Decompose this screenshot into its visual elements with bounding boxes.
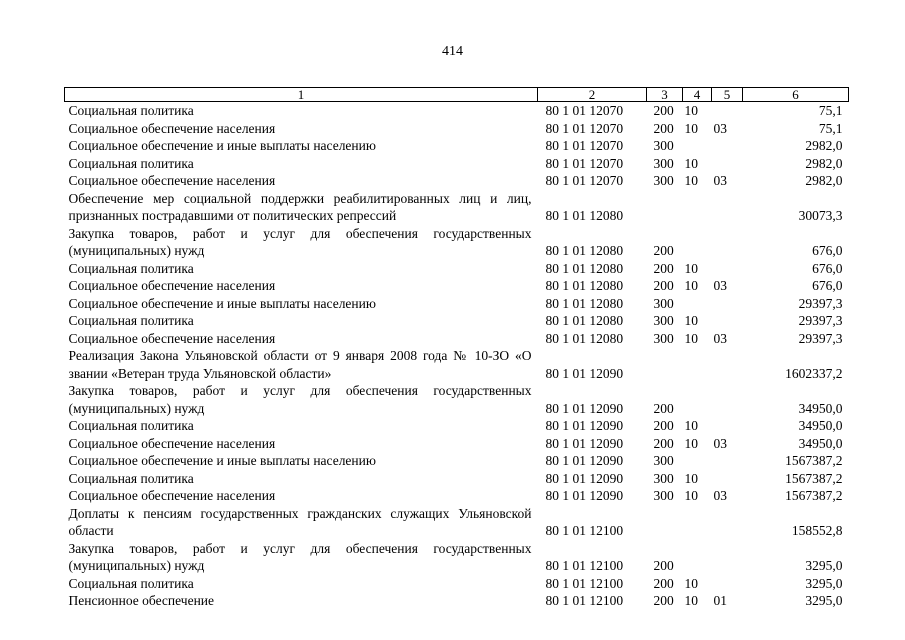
row-col-4: 10 [684, 278, 698, 293]
row-name: Доплаты к пенсиям государственных гражданских служащих Ульяновской области [68, 505, 532, 538]
table-row [65, 155, 849, 173]
table-row [65, 330, 849, 348]
row-col-3: 300 [653, 313, 674, 328]
row-code: 80 1 01 12090 [545, 470, 624, 486]
table-body [65, 102, 849, 610]
row-name: Социальное обеспечение населения [68, 435, 276, 451]
row-col-5 [712, 312, 743, 330]
row-col-4: 10 [684, 330, 698, 346]
row-col-4: 10 [684, 418, 698, 433]
row-code: 80 1 01 12100 [545, 575, 624, 591]
row-col-5 [712, 225, 743, 260]
row-amount: 2982,0 [805, 138, 843, 153]
row-col-5 [712, 102, 743, 120]
row-col-3: 200 [653, 120, 674, 136]
row-amount: 1567387,2 [785, 453, 843, 468]
row-amount: 676,0 [812, 278, 843, 293]
row-code: 80 1 01 12070 [545, 138, 624, 153]
row-col-4 [683, 137, 712, 155]
row-col-4 [683, 452, 712, 470]
table-row [65, 120, 849, 138]
row-col-5 [712, 382, 743, 417]
row-code: 80 1 01 12070 [545, 155, 624, 171]
row-amount: 1567387,2 [785, 470, 843, 486]
row-code: 80 1 01 12080 [545, 260, 624, 276]
table-row [65, 225, 849, 260]
table-row [65, 137, 849, 155]
row-name: Социальная политика [68, 313, 194, 328]
row-amount: 34950,0 [798, 418, 843, 433]
row-amount: 2982,0 [805, 155, 843, 171]
row-name: Социальное обеспечение и иные выплаты населению [68, 295, 376, 311]
row-col-5: 03 [713, 120, 727, 136]
row-amount: 34950,0 [798, 435, 843, 451]
row-name: Социальное обеспечение населения [68, 278, 276, 293]
row-name: Социальная политика [68, 260, 194, 276]
row-col-3: 200 [653, 435, 674, 451]
table-row [65, 102, 849, 120]
table-row [65, 382, 849, 417]
row-col-3: 200 [653, 418, 674, 433]
header-col-2: 2 [538, 88, 647, 102]
row-name: Социальное обеспечение и иные выплаты населению [68, 138, 376, 153]
row-code: 80 1 01 12090 [545, 453, 624, 468]
row-code: 80 1 01 12080 [545, 243, 624, 258]
row-code: 80 1 01 12080 [545, 208, 624, 223]
table-row [65, 540, 849, 575]
row-col-3: 200 [653, 400, 674, 416]
row-amount: 3295,0 [805, 575, 843, 591]
row-col-4 [683, 505, 712, 540]
row-col-4 [683, 295, 712, 313]
table-row [65, 417, 849, 435]
table-row [65, 575, 849, 593]
row-code: 80 1 01 12090 [545, 365, 624, 381]
row-col-3: 200 [653, 260, 674, 276]
row-code: 80 1 01 12100 [545, 558, 624, 573]
row-code: 80 1 01 12080 [545, 330, 624, 346]
row-col-5 [712, 540, 743, 575]
row-col-3: 300 [653, 155, 674, 171]
row-code: 80 1 01 12090 [545, 400, 624, 416]
row-name: Социальное обеспечение населения [68, 173, 276, 188]
row-col-4 [683, 382, 712, 417]
header-col-4: 4 [683, 88, 712, 102]
row-amount: 75,1 [818, 120, 843, 136]
row-col-5: 01 [713, 593, 727, 608]
row-col-5: 03 [713, 330, 727, 346]
row-col-5 [712, 417, 743, 435]
row-col-4: 10 [684, 593, 698, 608]
row-code: 80 1 01 12090 [545, 488, 624, 503]
table-row [65, 452, 849, 470]
row-code: 80 1 01 12070 [545, 103, 624, 118]
row-amount: 676,0 [812, 260, 843, 276]
row-code: 80 1 01 12080 [545, 278, 624, 293]
row-name: Социальное обеспечение населения [68, 330, 276, 346]
row-code: 80 1 01 12100 [545, 523, 624, 538]
row-col-5 [712, 452, 743, 470]
budget-table [64, 87, 849, 610]
row-col-4: 10 [684, 435, 698, 451]
row-code: 80 1 01 12090 [545, 435, 624, 451]
row-amount: 29397,3 [798, 295, 843, 311]
header-col-5: 5 [712, 88, 743, 102]
row-col-5 [712, 260, 743, 278]
table-row [65, 277, 849, 295]
row-amount: 29397,3 [798, 330, 843, 346]
table-row [65, 190, 849, 225]
row-col-5 [712, 470, 743, 488]
row-name: Социальная политика [68, 418, 194, 433]
row-code: 80 1 01 12070 [545, 120, 624, 136]
row-col-5: 03 [713, 488, 727, 503]
row-col-5 [712, 295, 743, 313]
row-name: Пенсионное обеспечение [68, 593, 215, 608]
row-name: Закупка товаров, работ и услуг для обеспечения государственных (муниципальных) нужд [68, 540, 532, 573]
row-col-4: 10 [684, 313, 698, 328]
header-col-6: 6 [743, 88, 849, 102]
table-header [65, 88, 849, 102]
table-row [65, 295, 849, 313]
row-col-5 [712, 347, 743, 382]
row-name: Закупка товаров, работ и услуг для обеспечения государственных (муниципальных) нужд [68, 225, 532, 258]
row-col-4 [683, 225, 712, 260]
row-col-3: 200 [653, 243, 674, 258]
row-amount: 3295,0 [805, 558, 843, 573]
row-code: 80 1 01 12090 [545, 418, 624, 433]
row-name: Социальное обеспечение населения [68, 488, 276, 503]
row-col-4: 10 [684, 103, 698, 118]
row-name: Социальная политика [68, 103, 194, 118]
row-col-5 [712, 575, 743, 593]
table-row [65, 470, 849, 488]
row-amount: 3295,0 [805, 593, 843, 608]
table-row [65, 592, 849, 610]
row-col-3 [647, 347, 683, 382]
row-code: 80 1 01 12070 [545, 173, 624, 188]
row-col-3: 300 [653, 173, 674, 188]
row-col-3: 300 [653, 295, 674, 311]
row-amount: 1602337,2 [785, 365, 843, 381]
row-col-4: 10 [684, 488, 698, 503]
row-col-3: 200 [653, 103, 674, 118]
row-col-5: 03 [713, 435, 727, 451]
row-col-3: 200 [653, 593, 674, 608]
row-col-5 [712, 137, 743, 155]
header-col-1: 1 [65, 88, 538, 102]
row-col-4 [683, 540, 712, 575]
page-number: 414 [442, 44, 463, 59]
row-amount: 34950,0 [798, 400, 843, 416]
row-name: Социальная политика [68, 155, 194, 171]
table-row [65, 435, 849, 453]
row-col-3: 200 [653, 575, 674, 591]
row-name: Социальная политика [68, 470, 194, 486]
row-col-3: 200 [653, 558, 674, 573]
table-row [65, 347, 849, 382]
row-col-4: 10 [684, 575, 698, 591]
row-col-4: 10 [684, 173, 698, 188]
row-name: Социальное обеспечение и иные выплаты населению [68, 453, 376, 468]
row-name: Социальное обеспечение населения [68, 120, 276, 136]
row-col-4 [683, 347, 712, 382]
row-col-3: 300 [653, 488, 674, 503]
row-col-4: 10 [684, 470, 698, 486]
row-col-4: 10 [684, 260, 698, 276]
row-col-3: 300 [653, 470, 674, 486]
row-col-5 [712, 155, 743, 173]
row-name: Закупка товаров, работ и услуг для обеспечения государственных (муниципальных) нужд [68, 383, 532, 416]
row-col-4: 10 [684, 155, 698, 171]
row-col-3: 300 [653, 453, 674, 468]
table-row [65, 487, 849, 505]
row-amount: 158552,8 [791, 523, 843, 538]
row-col-5: 03 [713, 278, 727, 293]
row-amount: 2982,0 [805, 173, 843, 188]
row-amount: 75,1 [818, 103, 843, 118]
row-col-4: 10 [684, 120, 698, 136]
row-col-3 [647, 190, 683, 225]
row-name: Реализация Закона Ульяновской области от 9 января 2008 года № 10-ЗО «О звании «Ветеран труда Ульяновской области» [68, 348, 532, 381]
row-amount: 29397,3 [798, 313, 843, 328]
row-col-5 [712, 190, 743, 225]
table-row [65, 260, 849, 278]
table-row [65, 172, 849, 190]
row-amount: 676,0 [812, 243, 843, 258]
row-code: 80 1 01 12100 [545, 593, 624, 608]
row-amount: 30073,3 [798, 208, 843, 223]
row-amount: 1567387,2 [785, 488, 843, 503]
row-code: 80 1 01 12080 [545, 295, 624, 311]
row-col-3 [647, 505, 683, 540]
table-row [65, 312, 849, 330]
row-col-3: 300 [653, 138, 674, 153]
row-col-3: 200 [653, 278, 674, 293]
row-col-4 [683, 190, 712, 225]
row-col-3: 300 [653, 330, 674, 346]
row-name: Обеспечение мер социальной поддержки реабилитированных лиц и лиц, признанных пострадавшими от политических репрессий [68, 190, 532, 223]
header-col-3: 3 [647, 88, 683, 102]
row-col-5 [712, 505, 743, 540]
row-code: 80 1 01 12080 [545, 313, 624, 328]
row-col-5: 03 [713, 173, 727, 188]
row-name: Социальная политика [68, 575, 194, 591]
table-row [65, 505, 849, 540]
